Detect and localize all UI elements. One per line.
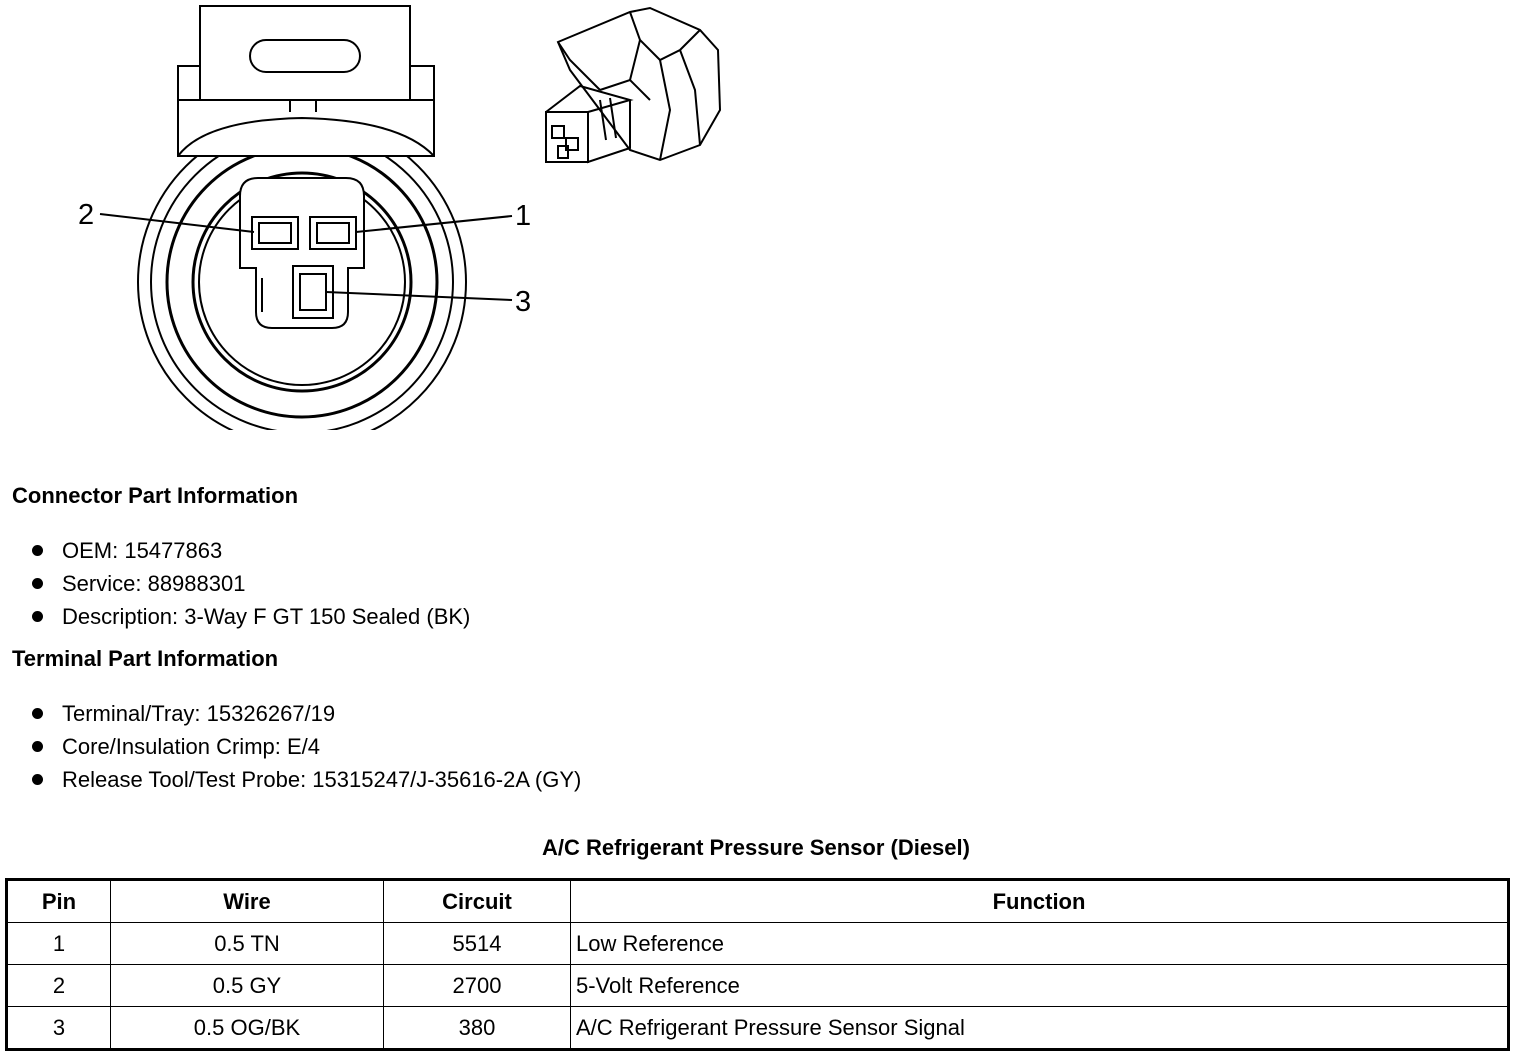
wire-cell: 0.5 GY (111, 965, 384, 1007)
table-row (7, 965, 1509, 1007)
list-item (30, 534, 470, 567)
function-cell: 5-Volt Reference (571, 965, 1509, 1007)
bullet-icon (32, 611, 43, 622)
column-header-wire: Wire (111, 880, 384, 923)
pin-cell: 1 (7, 923, 111, 965)
table-header-row (7, 880, 1509, 923)
bullet-icon (32, 774, 43, 785)
pin-callout-1: 1 (515, 200, 532, 232)
list-item-text: Release Tool/Test Probe: 15315247/J-35616-2A (GY) (62, 767, 582, 792)
bullet-icon (32, 708, 43, 719)
table-row (7, 1007, 1509, 1050)
function-cell: Low Reference (571, 923, 1509, 965)
pin-cell: 3 (7, 1007, 111, 1050)
circuit-cell: 2700 (384, 965, 571, 1007)
pin-table (5, 878, 1510, 1051)
terminal-info-heading: Terminal Part Information (12, 646, 279, 671)
column-header-circuit: Circuit (384, 880, 571, 923)
column-header-function: Function (571, 880, 1509, 923)
list-item (30, 730, 581, 763)
list-item (30, 697, 581, 730)
bullet-icon (32, 578, 43, 589)
function-cell: A/C Refrigerant Pressure Sensor Signal (571, 1007, 1509, 1050)
pin-cell: 2 (7, 965, 111, 1007)
connector-isometric-image (540, 0, 730, 180)
list-item-text: OEM: 15477863 (62, 538, 223, 563)
bullet-icon (32, 741, 43, 752)
pin-callout-3: 3 (515, 286, 532, 318)
list-item-text: Terminal/Tray: 15326267/19 (62, 701, 336, 726)
wire-cell: 0.5 OG/BK (111, 1007, 384, 1050)
pin-callout-2: 2 (78, 199, 95, 231)
bullet-icon (32, 545, 43, 556)
list-item-text: Description: 3-Way F GT 150 Sealed (BK) (62, 604, 471, 629)
connector-info-heading: Connector Part Information (12, 483, 299, 508)
table-row (7, 923, 1509, 965)
list-item-text: Core/Insulation Crimp: E/4 (62, 734, 320, 759)
connector-info-list (30, 534, 470, 633)
list-item (30, 600, 470, 633)
list-item-text: Service: 88988301 (62, 571, 246, 596)
column-header-pin: Pin (7, 880, 111, 923)
circuit-cell: 380 (384, 1007, 571, 1050)
circuit-cell: 5514 (384, 923, 571, 965)
wire-cell: 0.5 TN (111, 923, 384, 965)
list-item (30, 763, 581, 796)
terminal-info-list (30, 697, 581, 796)
table-title: A/C Refrigerant Pressure Sensor (Diesel) (542, 835, 970, 860)
list-item (30, 567, 470, 600)
